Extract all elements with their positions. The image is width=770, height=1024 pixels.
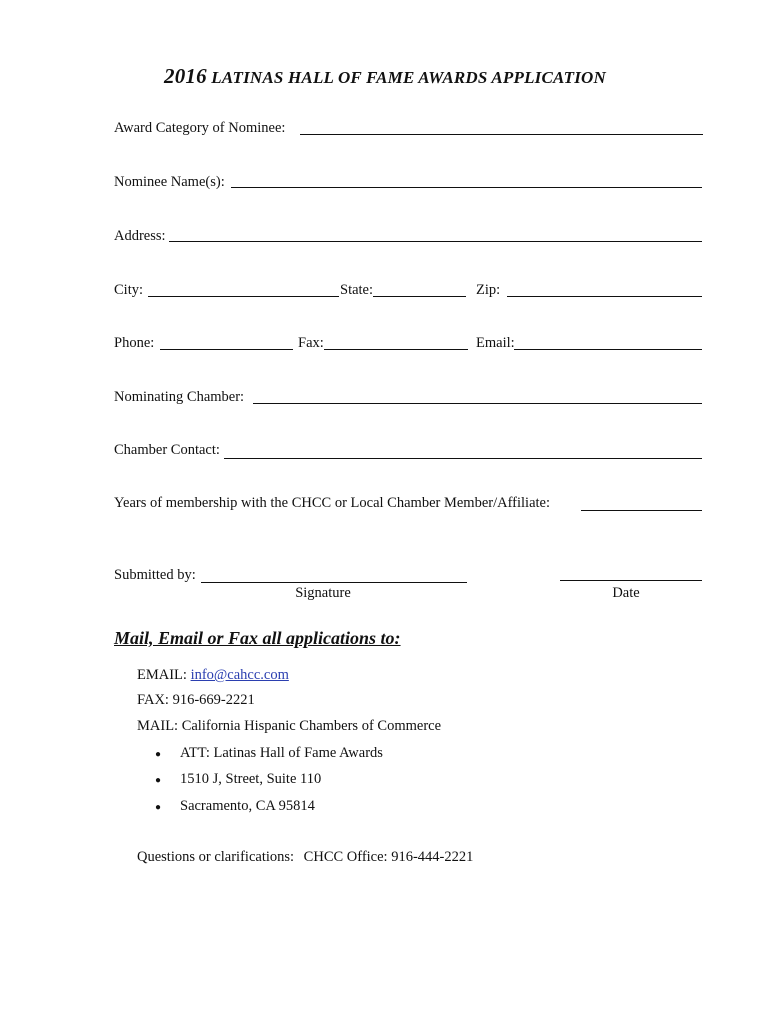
phone-field[interactable]	[160, 349, 293, 350]
address-item-text: Sacramento, CA 95814	[180, 798, 315, 814]
signature-caption: Signature	[295, 585, 351, 601]
email-contact-label: EMAIL:	[137, 667, 187, 683]
fax-line: FAX: 916-669-2221	[137, 692, 255, 708]
zip-field[interactable]	[507, 296, 702, 297]
questions-label: Questions or clarifications:	[137, 849, 295, 865]
address-item-text: ATT: Latinas Hall of Fame Awards	[180, 745, 383, 761]
address-label: Address:	[114, 228, 166, 244]
chamber-contact-label: Chamber Contact:	[114, 442, 220, 458]
email-field[interactable]	[514, 349, 702, 350]
state-label: State:	[340, 282, 374, 298]
bullet-icon: ●	[155, 775, 162, 786]
email-link[interactable]: info@cahcc.com	[190, 667, 289, 683]
address-list-item	[155, 798, 315, 815]
fax-label: Fax:	[298, 335, 324, 351]
award-category-field[interactable]	[300, 134, 703, 135]
nominating-chamber-label: Nominating Chamber:	[114, 389, 245, 405]
page-title	[0, 64, 770, 89]
fax-field[interactable]	[324, 349, 468, 350]
state-field[interactable]	[373, 296, 466, 297]
title-text: LATINAS HALL OF FAME AWARDS APPLICATION	[211, 68, 606, 87]
city-field[interactable]	[148, 296, 339, 297]
date-caption: Date	[612, 585, 640, 601]
email-label: Email:	[476, 335, 515, 351]
nominating-chamber-field[interactable]	[253, 403, 702, 404]
bullet-icon: ●	[155, 802, 162, 813]
years-membership-label: Years of membership with the CHCC or Local Chamber Member/Affiliate:	[114, 495, 550, 511]
bullet-icon: ●	[155, 749, 162, 760]
chamber-contact-field[interactable]	[224, 458, 702, 459]
title-year: 2016	[164, 64, 207, 88]
mail-line: MAIL: California Hispanic Chambers of Commerce	[137, 718, 442, 734]
signature-field[interactable]	[201, 582, 467, 583]
zip-label: Zip:	[476, 282, 501, 298]
phone-label: Phone:	[114, 335, 155, 351]
nominee-names-field[interactable]	[231, 187, 702, 188]
mail-section-heading: Mail, Email or Fax all applications to:	[114, 628, 401, 648]
nominee-names-label: Nominee Name(s):	[114, 174, 225, 190]
years-membership-field[interactable]	[581, 510, 702, 511]
city-label: City:	[114, 282, 144, 298]
questions-line	[137, 849, 473, 866]
address-field[interactable]	[169, 241, 702, 242]
email-line	[137, 667, 289, 684]
date-field[interactable]	[560, 580, 702, 581]
award-category-label: Award Category of Nominee:	[114, 120, 286, 136]
address-list-item	[155, 745, 383, 762]
address-item-text: 1510 J, Street, Suite 110	[180, 771, 322, 787]
submitted-by-label: Submitted by:	[114, 567, 196, 583]
address-list-item	[155, 771, 322, 788]
questions-value: CHCC Office: 916-444-2221	[303, 849, 474, 865]
